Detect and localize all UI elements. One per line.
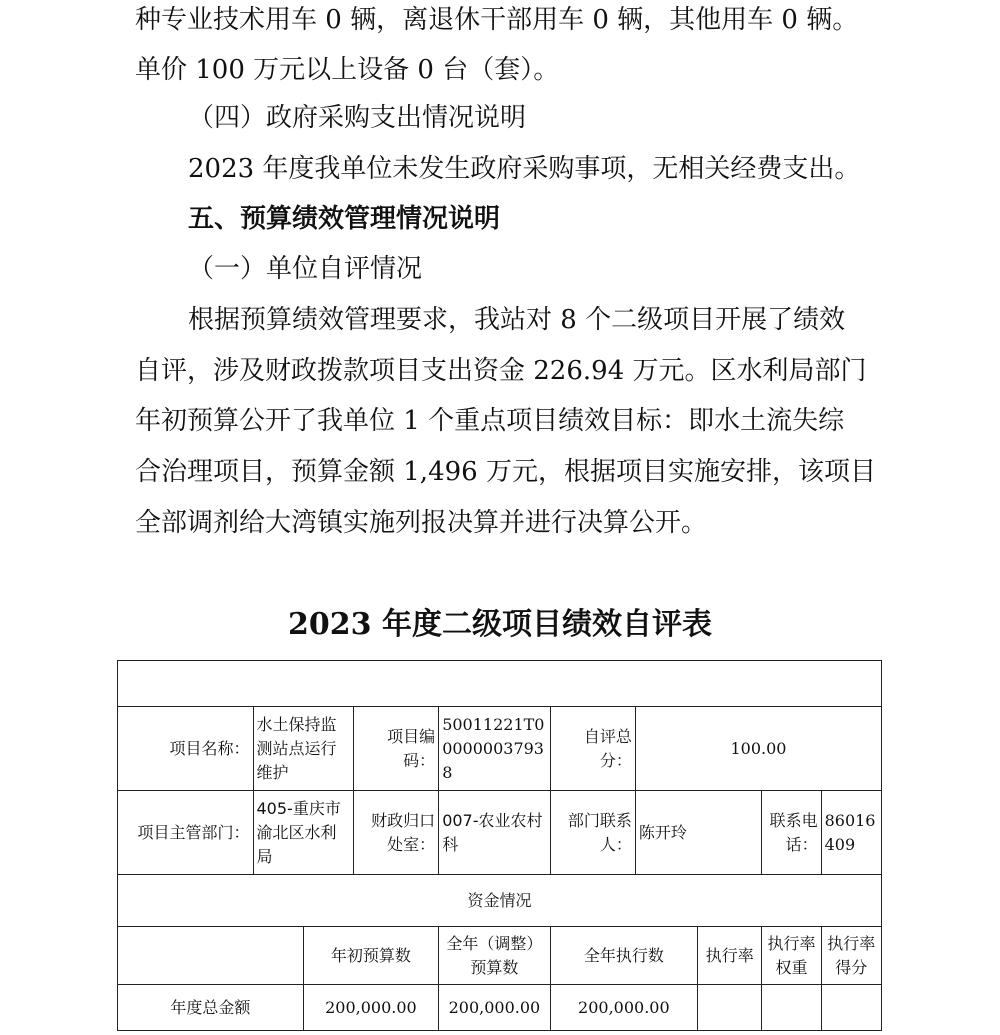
section-heading: （四）政府采购支出情况说明 bbox=[188, 103, 527, 133]
contact-label: 部门联系人： bbox=[550, 791, 635, 875]
col-exec-rate: 执行率 bbox=[698, 927, 762, 985]
project-name-value: 水土保持监测站点运行维护 bbox=[253, 707, 353, 791]
section-heading: 五、预算绩效管理情况说明 bbox=[188, 204, 501, 234]
funds-header: 资金情况 bbox=[118, 875, 882, 927]
project-code-value: 50011221T000000037938 bbox=[439, 707, 550, 791]
contact-value: 陈开玲 bbox=[635, 791, 761, 875]
finance-office-value: 007-农业农村科 bbox=[439, 791, 550, 875]
dept-label: 项目主管部门： bbox=[118, 791, 254, 875]
col-exec-weight: 执行率权重 bbox=[762, 927, 821, 985]
col-full-year-exec: 全年执行数 bbox=[550, 927, 698, 985]
blank-header-row bbox=[118, 661, 882, 707]
paragraph-line: 年初预算公开了我单位 1 个重点项目绩效目标：即水土流失综 bbox=[135, 406, 845, 436]
project-name-label: 项目名称： bbox=[118, 707, 254, 791]
self-score-value: 100.00 bbox=[635, 707, 881, 791]
performance-table bbox=[117, 660, 882, 1031]
col-exec-score: 执行率得分 bbox=[821, 927, 881, 985]
funds-blank-cell bbox=[118, 927, 304, 985]
row-total-full: 200,000.00 bbox=[439, 985, 550, 1031]
section-heading: （一）单位自评情况 bbox=[188, 254, 423, 284]
col-initial-budget: 年初预算数 bbox=[303, 927, 439, 985]
row-total-initial: 200,000.00 bbox=[303, 985, 439, 1031]
finance-office-label: 财政归口处室： bbox=[353, 791, 438, 875]
row-total-weight bbox=[762, 985, 821, 1031]
paragraph-line: 单价 100 万元以上设备 0 台（套）。 bbox=[135, 55, 560, 85]
paragraph-line: 全部调剂给大湾镇实施列报决算并进行决算公开。 bbox=[135, 508, 708, 538]
row-total-score bbox=[821, 985, 881, 1031]
row-total-exec: 200,000.00 bbox=[550, 985, 698, 1031]
col-full-year-budget: 全年（调整）预算数 bbox=[439, 927, 550, 985]
paragraph-line: 自评，涉及财政拨款项目支出资金 226.94 万元。区水利局部门 bbox=[135, 356, 867, 386]
paragraph-line: 种专业技术用车 0 辆，离退休干部用车 0 辆，其他用车 0 辆。 bbox=[135, 5, 859, 35]
row-total-label: 年度总金额 bbox=[118, 985, 304, 1031]
project-code-label: 项目编码： bbox=[353, 707, 438, 791]
dept-value: 405-重庆市渝北区水利局 bbox=[253, 791, 353, 875]
phone-value: 86016409 bbox=[821, 791, 881, 875]
table-title: 2023 年度二级项目绩效自评表 bbox=[288, 607, 712, 642]
row-total-rate bbox=[698, 985, 762, 1031]
paragraph-line: 根据预算绩效管理要求，我站对 8 个二级项目开展了绩效 bbox=[188, 305, 846, 335]
paragraph-line: 2023 年度我单位未发生政府采购事项，无相关经费支出。 bbox=[188, 154, 861, 184]
self-score-label: 自评总分： bbox=[550, 707, 635, 791]
paragraph-line: 合治理项目，预算金额 1,496 万元，根据项目实施安排，该项目 bbox=[135, 457, 876, 487]
phone-label: 联系电话： bbox=[762, 791, 821, 875]
